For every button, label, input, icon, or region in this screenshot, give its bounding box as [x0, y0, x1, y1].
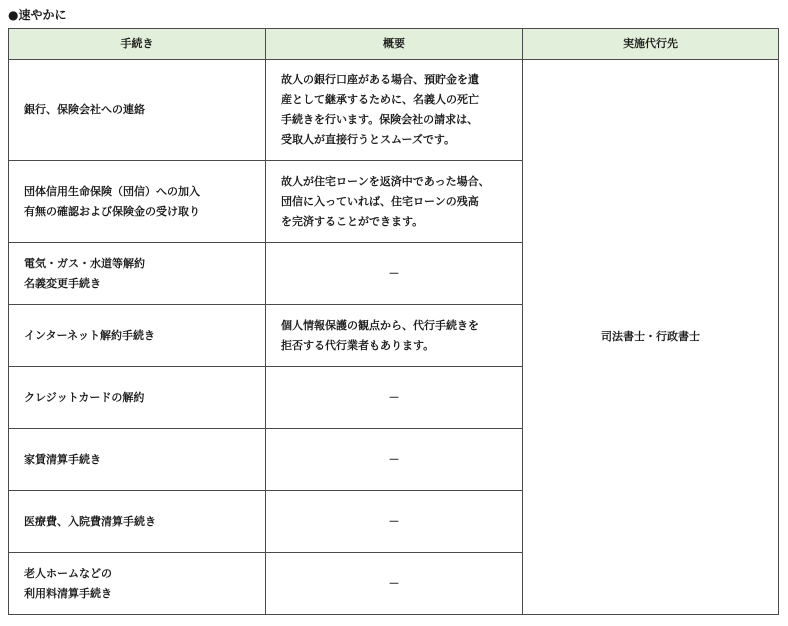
- procedure-cell: [9, 305, 266, 367]
- procedure-text: 電気・ガス・水道等解約 名義変更手続き: [24, 256, 145, 290]
- summary-cell: [266, 553, 523, 615]
- procedure-text: クレジットカードの解約: [24, 390, 145, 404]
- summary-text: 故人が住宅ローンを返済中であった場合、 団信に入っていれば、住宅ローンの残高 を完済することができます。: [281, 174, 490, 228]
- procedure-text: 銀行、保険会社への連絡: [24, 103, 145, 116]
- procedure-cell: [9, 60, 266, 161]
- summary-text: 個人情報保護の観点から、代行手続きを 拒否する代行業者もあります。: [281, 318, 479, 352]
- table-header-row: [9, 29, 779, 60]
- summary-text: －: [388, 390, 400, 404]
- procedure-cell: [9, 491, 266, 553]
- procedure-text: 団体信用生命保険（団信）への加入 有無の確認および保険金の受け取り: [24, 184, 200, 218]
- table-row: [9, 60, 779, 161]
- header-agent: 実施代行先: [523, 29, 779, 60]
- summary-cell: [266, 243, 523, 305]
- summary-text: －: [388, 514, 400, 528]
- summary-cell: [266, 491, 523, 553]
- summary-cell: [266, 367, 523, 429]
- procedures-table: [8, 28, 779, 615]
- procedure-text: 老人ホームなどの 利用料清算手続き: [24, 566, 112, 600]
- agent-text: 司法書士・行政書士: [601, 330, 700, 343]
- procedure-text: インターネット解約手続き: [24, 328, 156, 342]
- summary-text: －: [388, 452, 400, 466]
- header-procedure: 手続き: [9, 29, 266, 60]
- procedure-cell: [9, 367, 266, 429]
- procedure-cell: [9, 553, 266, 615]
- procedure-cell: [9, 161, 266, 243]
- summary-cell: [266, 429, 523, 491]
- procedure-text: 医療費、入院費清算手続き: [24, 514, 156, 528]
- summary-text: 故人の銀行口座がある場合、預貯金を遺 産として継承するために、名義人の死亡 手続きを行います。保険会社の請求は、 受取人が直接行うとスムーズです。: [281, 73, 479, 146]
- summary-text: －: [388, 266, 400, 280]
- header-summary: 概要: [266, 29, 523, 60]
- summary-text: －: [388, 576, 400, 590]
- agent-cell: [523, 60, 779, 615]
- summary-cell: [266, 60, 523, 161]
- procedure-cell: [9, 429, 266, 491]
- summary-cell: [266, 161, 523, 243]
- procedure-cell: [9, 243, 266, 305]
- section-heading: ●速やかに: [8, 8, 67, 22]
- summary-cell: [266, 305, 523, 367]
- procedure-text: 家賃清算手続き: [24, 452, 101, 466]
